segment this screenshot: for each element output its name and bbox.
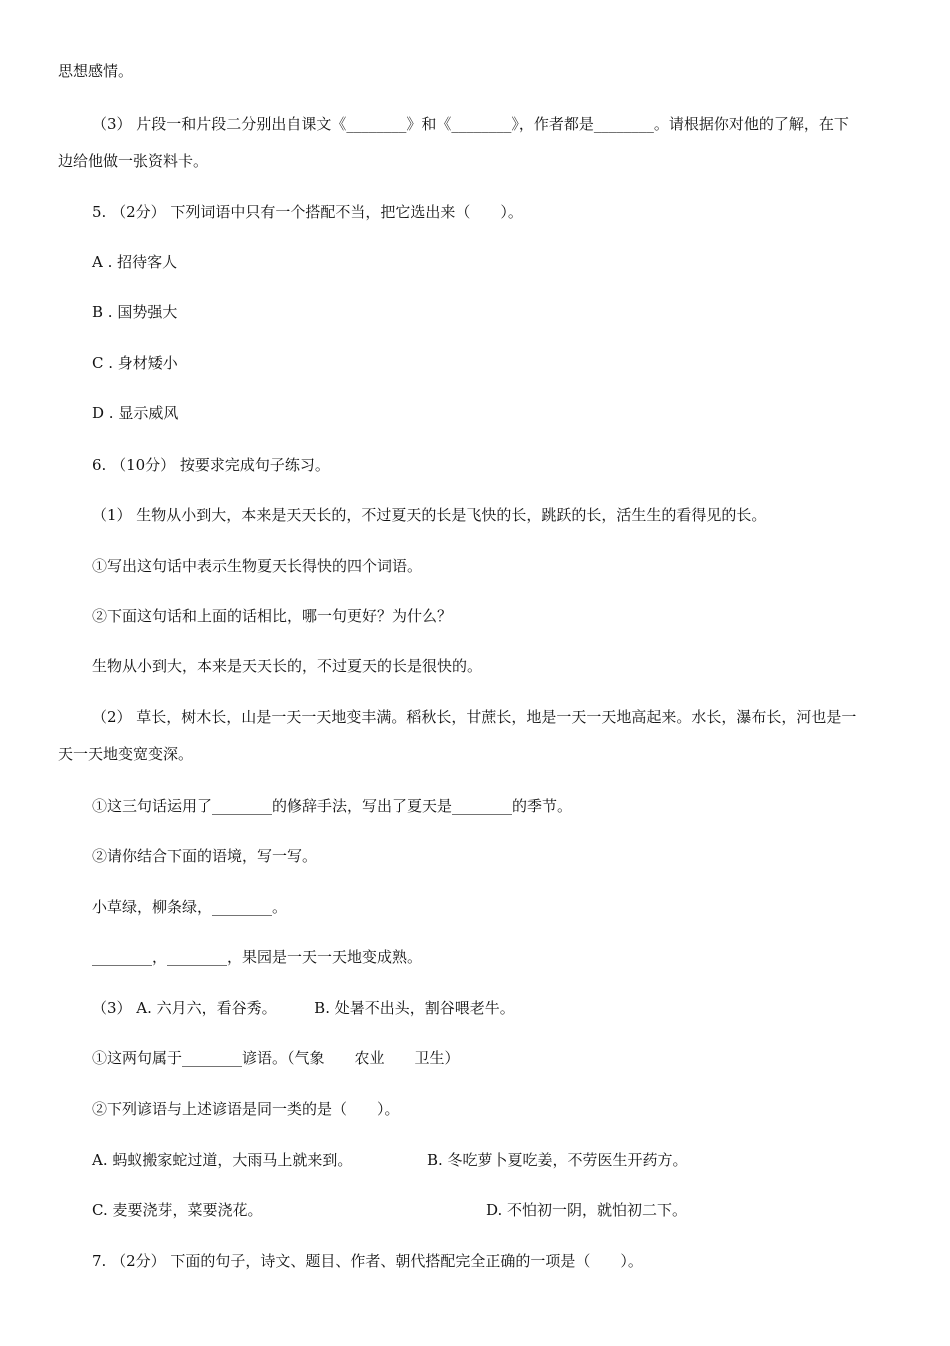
question-5-option-b: B . 国势强大	[92, 303, 178, 321]
question-5-stem: 5. （2分） 下列词语中只有一个搭配不当，把它选出来（ ）。	[92, 203, 523, 221]
question-6-part-2-fill-1: 小草绿，柳条绿，________。	[92, 898, 288, 916]
question-6-part-3-item-1: ①这两句属于________谚语。（气象 农业 卫生）	[92, 1049, 460, 1067]
question-6-part-2-item-2: ②请你结合下面的语境，写一写。	[92, 847, 318, 865]
question-6-part-1-sentence: 生物从小到大，本来是天天长的，不过夏天的长是很快的。	[92, 657, 483, 675]
question-6-part-3-option-c: C. 麦要浇芽，菜要浇花。	[92, 1201, 263, 1219]
question-6-part-2-item-1: ①这三句话运用了________的修辞手法，写出了夏天是________的季节。	[92, 797, 573, 815]
question-4-part-3-cont: 边给他做一张资料卡。	[58, 152, 209, 170]
question-5-option-c: C . 身材矮小	[92, 354, 178, 372]
question-6-part-2-cont: 天一天地变宽变深。	[58, 745, 194, 763]
question-6-part-2: （2） 草长，树木长，山是一天一天地变丰满。稻秋长，甘蔗长，地是一天一天地高起来。水长，瀑布长，河也是一	[92, 708, 857, 726]
text-line-continuation: 思想感情。	[58, 62, 134, 80]
question-6-stem: 6. （10分） 按要求完成句子练习。	[92, 456, 330, 474]
question-6-part-1: （1） 生物从小到大，本来是天天长的，不过夏天的长是飞快的长，跳跃的长，活生生的看得见的长。	[92, 506, 767, 524]
question-6-part-3-option-b: B. 冬吃萝卜夏吃姜，不劳医生开药方。	[427, 1151, 688, 1169]
question-6-part-3-item-2: ②下列谚语与上述谚语是同一类的是（ ）。	[92, 1100, 400, 1118]
question-5-option-d: D . 显示威风	[92, 404, 179, 422]
question-6-part-2-fill-2: ________，________，果园是一天一天地变成熟。	[92, 948, 423, 966]
question-6-part-1-item-1: ①写出这句话中表示生物夏天长得快的四个词语。	[92, 557, 423, 575]
question-6-part-1-item-2: ②下面这句话和上面的话相比，哪一句更好？为什么？	[92, 607, 453, 625]
question-6-part-3-option-a: A. 蚂蚁搬家蛇过道，大雨马上就来到。	[92, 1151, 353, 1169]
question-6-part-3-option-d: D. 不怕初一阴，就怕初二下。	[486, 1201, 688, 1219]
question-4-part-3: （3） 片段一和片段二分别出自课文《________》和《________》，作者都是________。请根据你对他的了解，在下	[92, 115, 849, 133]
question-6-part-3: （3） A. 六月六，看谷秀。 B. 处暑不出头，割谷喂老牛。	[92, 999, 515, 1017]
question-5-option-a: A . 招待客人	[92, 253, 178, 271]
question-7-stem: 7. （2分） 下面的句子，诗文、题目、作者、朝代搭配完全正确的一项是（ ）。	[92, 1252, 643, 1270]
